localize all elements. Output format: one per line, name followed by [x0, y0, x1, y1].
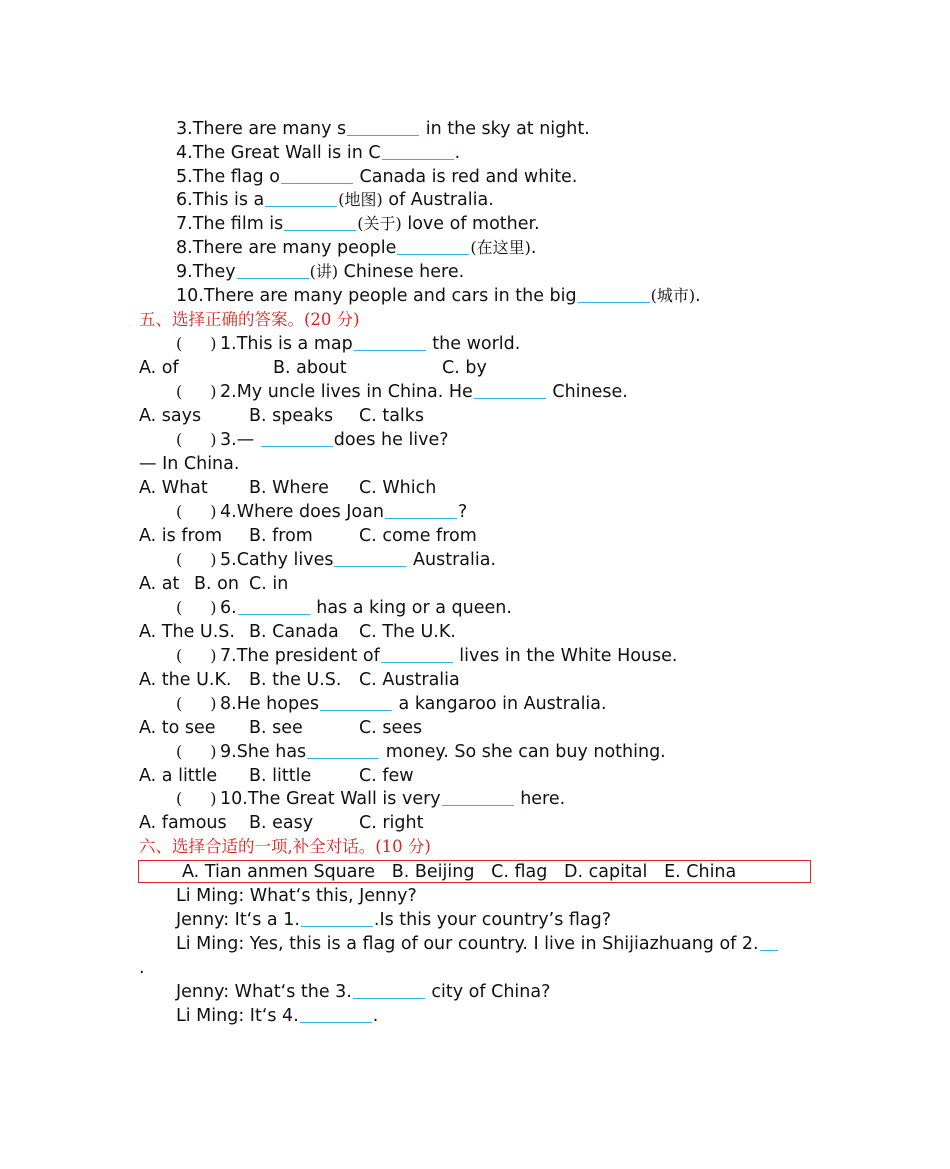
- option-a: A. of: [139, 358, 179, 378]
- fill-item-10: [176, 284, 701, 308]
- answer-blank[interactable]: [301, 908, 373, 927]
- answer-parentheses[interactable]: ( ): [176, 334, 217, 353]
- option-a: A. The U.S.: [139, 622, 235, 642]
- fill-item-6: [176, 188, 494, 212]
- option-b: B. little: [249, 766, 312, 786]
- question-text: does he live?: [333, 430, 449, 450]
- item-text: 5.The flag o: [176, 167, 280, 187]
- fill-item-5: [176, 165, 577, 189]
- chinese-hint: (在这里): [470, 238, 531, 257]
- option-c: C. talks: [359, 406, 425, 426]
- answer-parentheses[interactable]: ( ): [176, 502, 217, 521]
- option-b: B. speaks: [249, 406, 334, 426]
- answer-blank: [307, 740, 379, 759]
- dialogue-text: Jenny: What‘s the 3.: [176, 982, 352, 1002]
- mc-options-7: [139, 668, 460, 692]
- mc-question-9: [176, 740, 666, 764]
- answer-parentheses[interactable]: ( ): [176, 646, 217, 665]
- question-text: ?: [457, 502, 468, 522]
- question-text: the world.: [426, 334, 521, 354]
- dialogue-line-4: [176, 980, 550, 1004]
- dialogue-text: Jenny: It‘s a 1.: [176, 910, 300, 930]
- mc-options-2: [139, 404, 424, 428]
- item-text: .: [695, 286, 701, 306]
- option-b: B. from: [249, 526, 313, 546]
- fill-item-7: [176, 212, 540, 236]
- item-text: love of mother.: [401, 214, 540, 234]
- dialogue-line-5: [176, 1004, 378, 1028]
- answer-blank: [320, 692, 392, 711]
- option-c: C. Australia: [359, 670, 460, 690]
- question-text: a kangaroo in Australia.: [392, 694, 607, 714]
- question-text: 10.The Great Wall is very: [220, 789, 441, 809]
- mc-options-10: [139, 811, 423, 835]
- dialogue-line-3: [176, 932, 779, 956]
- option-c: C. Which: [359, 478, 437, 498]
- mc-options-5: [139, 572, 288, 596]
- answer-parentheses[interactable]: ( ): [176, 550, 217, 569]
- option-c: C. in: [249, 574, 289, 594]
- answer-blank[interactable]: [397, 236, 469, 255]
- item-text: .: [530, 238, 537, 258]
- question-text: has a king or a queen.: [310, 598, 512, 618]
- question-text: 8.He hopes: [220, 694, 319, 714]
- answer-blank[interactable]: [300, 1004, 372, 1023]
- mc-question-4: [176, 500, 467, 524]
- question-text: Australia.: [407, 550, 497, 570]
- answer-blank[interactable]: [578, 284, 650, 303]
- answer-blank[interactable]: [281, 165, 353, 184]
- option-a: A. What: [139, 478, 208, 498]
- chinese-hint: (地图): [338, 190, 383, 209]
- fill-item-9: [176, 260, 464, 284]
- dialogue-text: .: [372, 1006, 379, 1026]
- answer-blank[interactable]: [347, 117, 419, 136]
- option-a: A. the U.K.: [139, 670, 232, 690]
- question-text: 2.My uncle lives in China. He: [220, 382, 473, 402]
- dialogue-line-1: Li Ming: What‘s this, Jenny?: [176, 886, 417, 906]
- question-text: Chinese.: [546, 382, 628, 402]
- answer-parentheses[interactable]: ( ): [176, 598, 217, 617]
- question-text: 5.Cathy lives: [220, 550, 334, 570]
- answer-blank: [474, 380, 546, 399]
- answer-blank[interactable]: [760, 932, 778, 951]
- question-text: money. So she can buy nothing.: [380, 742, 666, 762]
- item-text: 6.This is a: [176, 190, 265, 210]
- answer-blank: [381, 644, 453, 663]
- answer-blank: [442, 787, 514, 806]
- option-a: A. is from: [139, 526, 223, 546]
- mc-options-9: [139, 764, 414, 788]
- chinese-hint: (关于): [357, 214, 402, 233]
- option-c: C. by: [442, 358, 487, 378]
- option-c: C. The U.K.: [359, 622, 456, 642]
- answer-parentheses[interactable]: ( ): [176, 742, 217, 761]
- section5-heading: 五、选择正确的答案。(20 分): [139, 310, 360, 329]
- mc-question-2: [176, 380, 628, 404]
- answer-blank: [261, 428, 333, 447]
- option-a: A. to see: [139, 718, 216, 738]
- question-text: 9.She has: [220, 742, 307, 762]
- dialogue-line-2: [176, 908, 611, 932]
- answer-blank: [354, 332, 426, 351]
- question-text: 6.: [220, 598, 237, 618]
- answer-blank: [385, 500, 457, 519]
- mc-answer-line-3: — In China.: [139, 454, 240, 474]
- question-text: 1.This is a map: [220, 334, 353, 354]
- answer-blank[interactable]: [382, 141, 454, 160]
- question-text: 4.Where does Joan: [220, 502, 384, 522]
- answer-parentheses[interactable]: ( ): [176, 382, 217, 401]
- option-a: A. says: [139, 406, 202, 426]
- item-text: .: [454, 143, 461, 163]
- option-b: B. Canada: [249, 622, 339, 642]
- fill-item-4: [176, 141, 460, 165]
- option-b: B. the U.S.: [249, 670, 342, 690]
- dialogue-text: city of China?: [425, 982, 551, 1002]
- mc-question-7: [176, 644, 677, 668]
- question-text: 3.—: [220, 430, 260, 450]
- option-b: B. about: [273, 358, 347, 378]
- item-text: 7.The film is: [176, 214, 284, 234]
- answer-parentheses[interactable]: ( ): [176, 430, 217, 449]
- mc-options-4: [139, 524, 477, 548]
- mc-options-3: [139, 476, 436, 500]
- chinese-hint: (城市): [650, 286, 696, 305]
- mc-question-8: [176, 692, 607, 716]
- option-b: B. easy: [249, 813, 314, 833]
- question-text: lives in the White House.: [453, 646, 678, 666]
- answer-blank[interactable]: [284, 212, 356, 231]
- option-a: A. at: [139, 574, 180, 594]
- answer-blank: [334, 548, 406, 567]
- option-c: C. sees: [359, 718, 423, 738]
- mc-options-1: [139, 356, 487, 380]
- answer-parentheses[interactable]: ( ): [176, 694, 217, 713]
- option-a: A. a little: [139, 766, 218, 786]
- fill-item-8: [176, 236, 536, 260]
- question-text: here.: [514, 789, 566, 809]
- dialogue-text: Li Ming: Yes, this is a flag of our country. I live in Shijiazhuang of 2.: [176, 934, 759, 954]
- option-c: C. come from: [359, 526, 477, 546]
- mc-question-1: [176, 332, 520, 356]
- mc-question-10: [176, 787, 565, 811]
- chinese-hint: (讲): [309, 262, 339, 281]
- item-text: 3.There are many s: [176, 119, 347, 139]
- item-text: 8.There are many people: [176, 238, 397, 258]
- dialogue-text: .Is this your country’s flag?: [373, 910, 612, 930]
- option-b: B. Where: [249, 478, 329, 498]
- item-text: 10.There are many people and cars in the big: [176, 286, 577, 306]
- section6-heading: 六、选择合适的一项,补全对话。(10 分): [139, 837, 431, 856]
- answer-blank[interactable]: [237, 260, 309, 279]
- answer-parentheses[interactable]: ( ): [176, 789, 217, 808]
- option-c: C. right: [359, 813, 424, 833]
- fill-item-3: [176, 117, 590, 141]
- answer-blank: [238, 596, 310, 615]
- word-bank-choices: A. Tian anmen Square B. Beijing C. flag D. capital E. China: [182, 862, 737, 882]
- item-text: in the sky at night.: [420, 119, 590, 139]
- answer-blank[interactable]: [353, 980, 425, 999]
- item-text: Canada is red and white.: [353, 167, 578, 187]
- option-b: B. on: [194, 574, 239, 594]
- item-text: 9.They: [176, 262, 236, 282]
- mc-options-6: [139, 620, 456, 644]
- dialogue-text: Li Ming: It‘s 4.: [176, 1006, 299, 1026]
- mc-question-3: [176, 428, 449, 452]
- dialogue-line-3-wrap: .: [139, 958, 145, 978]
- question-text: 7.The president of: [220, 646, 380, 666]
- item-text: of Australia.: [382, 190, 494, 210]
- item-text: 4.The Great Wall is in C: [176, 143, 381, 163]
- answer-blank[interactable]: [265, 188, 337, 207]
- mc-question-6: [176, 596, 512, 620]
- item-text: Chinese here.: [338, 262, 465, 282]
- option-a: A. famous: [139, 813, 227, 833]
- option-b: B. see: [249, 718, 303, 738]
- option-c: C. few: [359, 766, 414, 786]
- mc-question-5: [176, 548, 496, 572]
- mc-options-8: [139, 716, 422, 740]
